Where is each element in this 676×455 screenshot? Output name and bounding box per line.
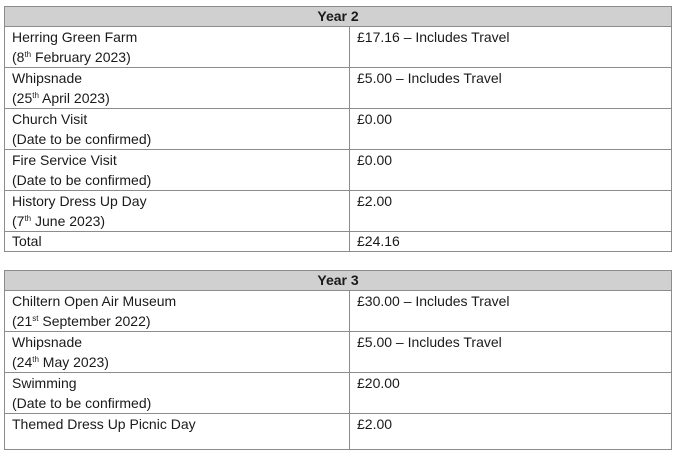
trip-name: Herring Green Farm <box>12 29 138 45</box>
total-value: £24.16 <box>350 232 672 252</box>
trip-date: (Date to be confirmed) <box>12 172 152 188</box>
table-row <box>5 373 672 414</box>
total-label: Total <box>5 232 350 252</box>
trip-name: Church Visit <box>12 111 88 127</box>
table-row <box>5 109 672 150</box>
trip-name: Chiltern Open Air Museum <box>12 293 177 309</box>
trip-cell <box>5 373 350 414</box>
trip-cost: £17.16 – Includes Travel <box>350 27 672 68</box>
table-row <box>5 68 672 109</box>
table-row <box>5 291 672 332</box>
trip-date: (Date to be confirmed) <box>12 131 152 147</box>
trip-cell <box>5 332 350 373</box>
trip-cost: £0.00 <box>350 150 672 191</box>
trip-cost: £30.00 – Includes Travel <box>350 291 672 332</box>
trip-cell <box>5 191 350 232</box>
trip-cell <box>5 109 350 150</box>
trip-name: Themed Dress Up Picnic Day <box>12 416 196 432</box>
trip-name: Whipsnade <box>12 70 83 86</box>
trip-name: Swimming <box>12 375 77 391</box>
trip-cell <box>5 291 350 332</box>
trip-cost: £2.00 <box>350 414 672 450</box>
trip-cost: £20.00 <box>350 373 672 414</box>
total-row <box>5 232 672 252</box>
trip-date: (24th May 2023) <box>12 354 109 370</box>
table-row <box>5 414 672 450</box>
trip-name: History Dress Up Day <box>12 193 147 209</box>
trip-cost: £2.00 <box>350 191 672 232</box>
trip-cell <box>5 68 350 109</box>
trip-date: (25th April 2023) <box>12 90 110 106</box>
trip-cost: £0.00 <box>350 109 672 150</box>
trip-date: (21st September 2022) <box>12 313 151 329</box>
trip-cost: £5.00 – Includes Travel <box>350 68 672 109</box>
year2-table <box>4 6 672 252</box>
trip-cell <box>5 150 350 191</box>
trip-name: Fire Service Visit <box>12 152 117 168</box>
year3-table <box>4 270 672 450</box>
table-row <box>5 150 672 191</box>
year3-heading: Year 3 <box>5 271 672 291</box>
table-row <box>5 191 672 232</box>
trip-date: (Date to be confirmed) <box>12 395 152 411</box>
trip-cell <box>5 414 350 450</box>
trip-cell <box>5 27 350 68</box>
table-row <box>5 332 672 373</box>
table-header-row <box>5 271 672 291</box>
trip-name: Whipsnade <box>12 334 83 350</box>
table-row <box>5 27 672 68</box>
trip-date: (7th June 2023) <box>12 213 106 229</box>
trip-date: (8th February 2023) <box>12 49 131 65</box>
trip-cost: £5.00 – Includes Travel <box>350 332 672 373</box>
table-header-row <box>5 7 672 27</box>
year2-heading: Year 2 <box>5 7 672 27</box>
